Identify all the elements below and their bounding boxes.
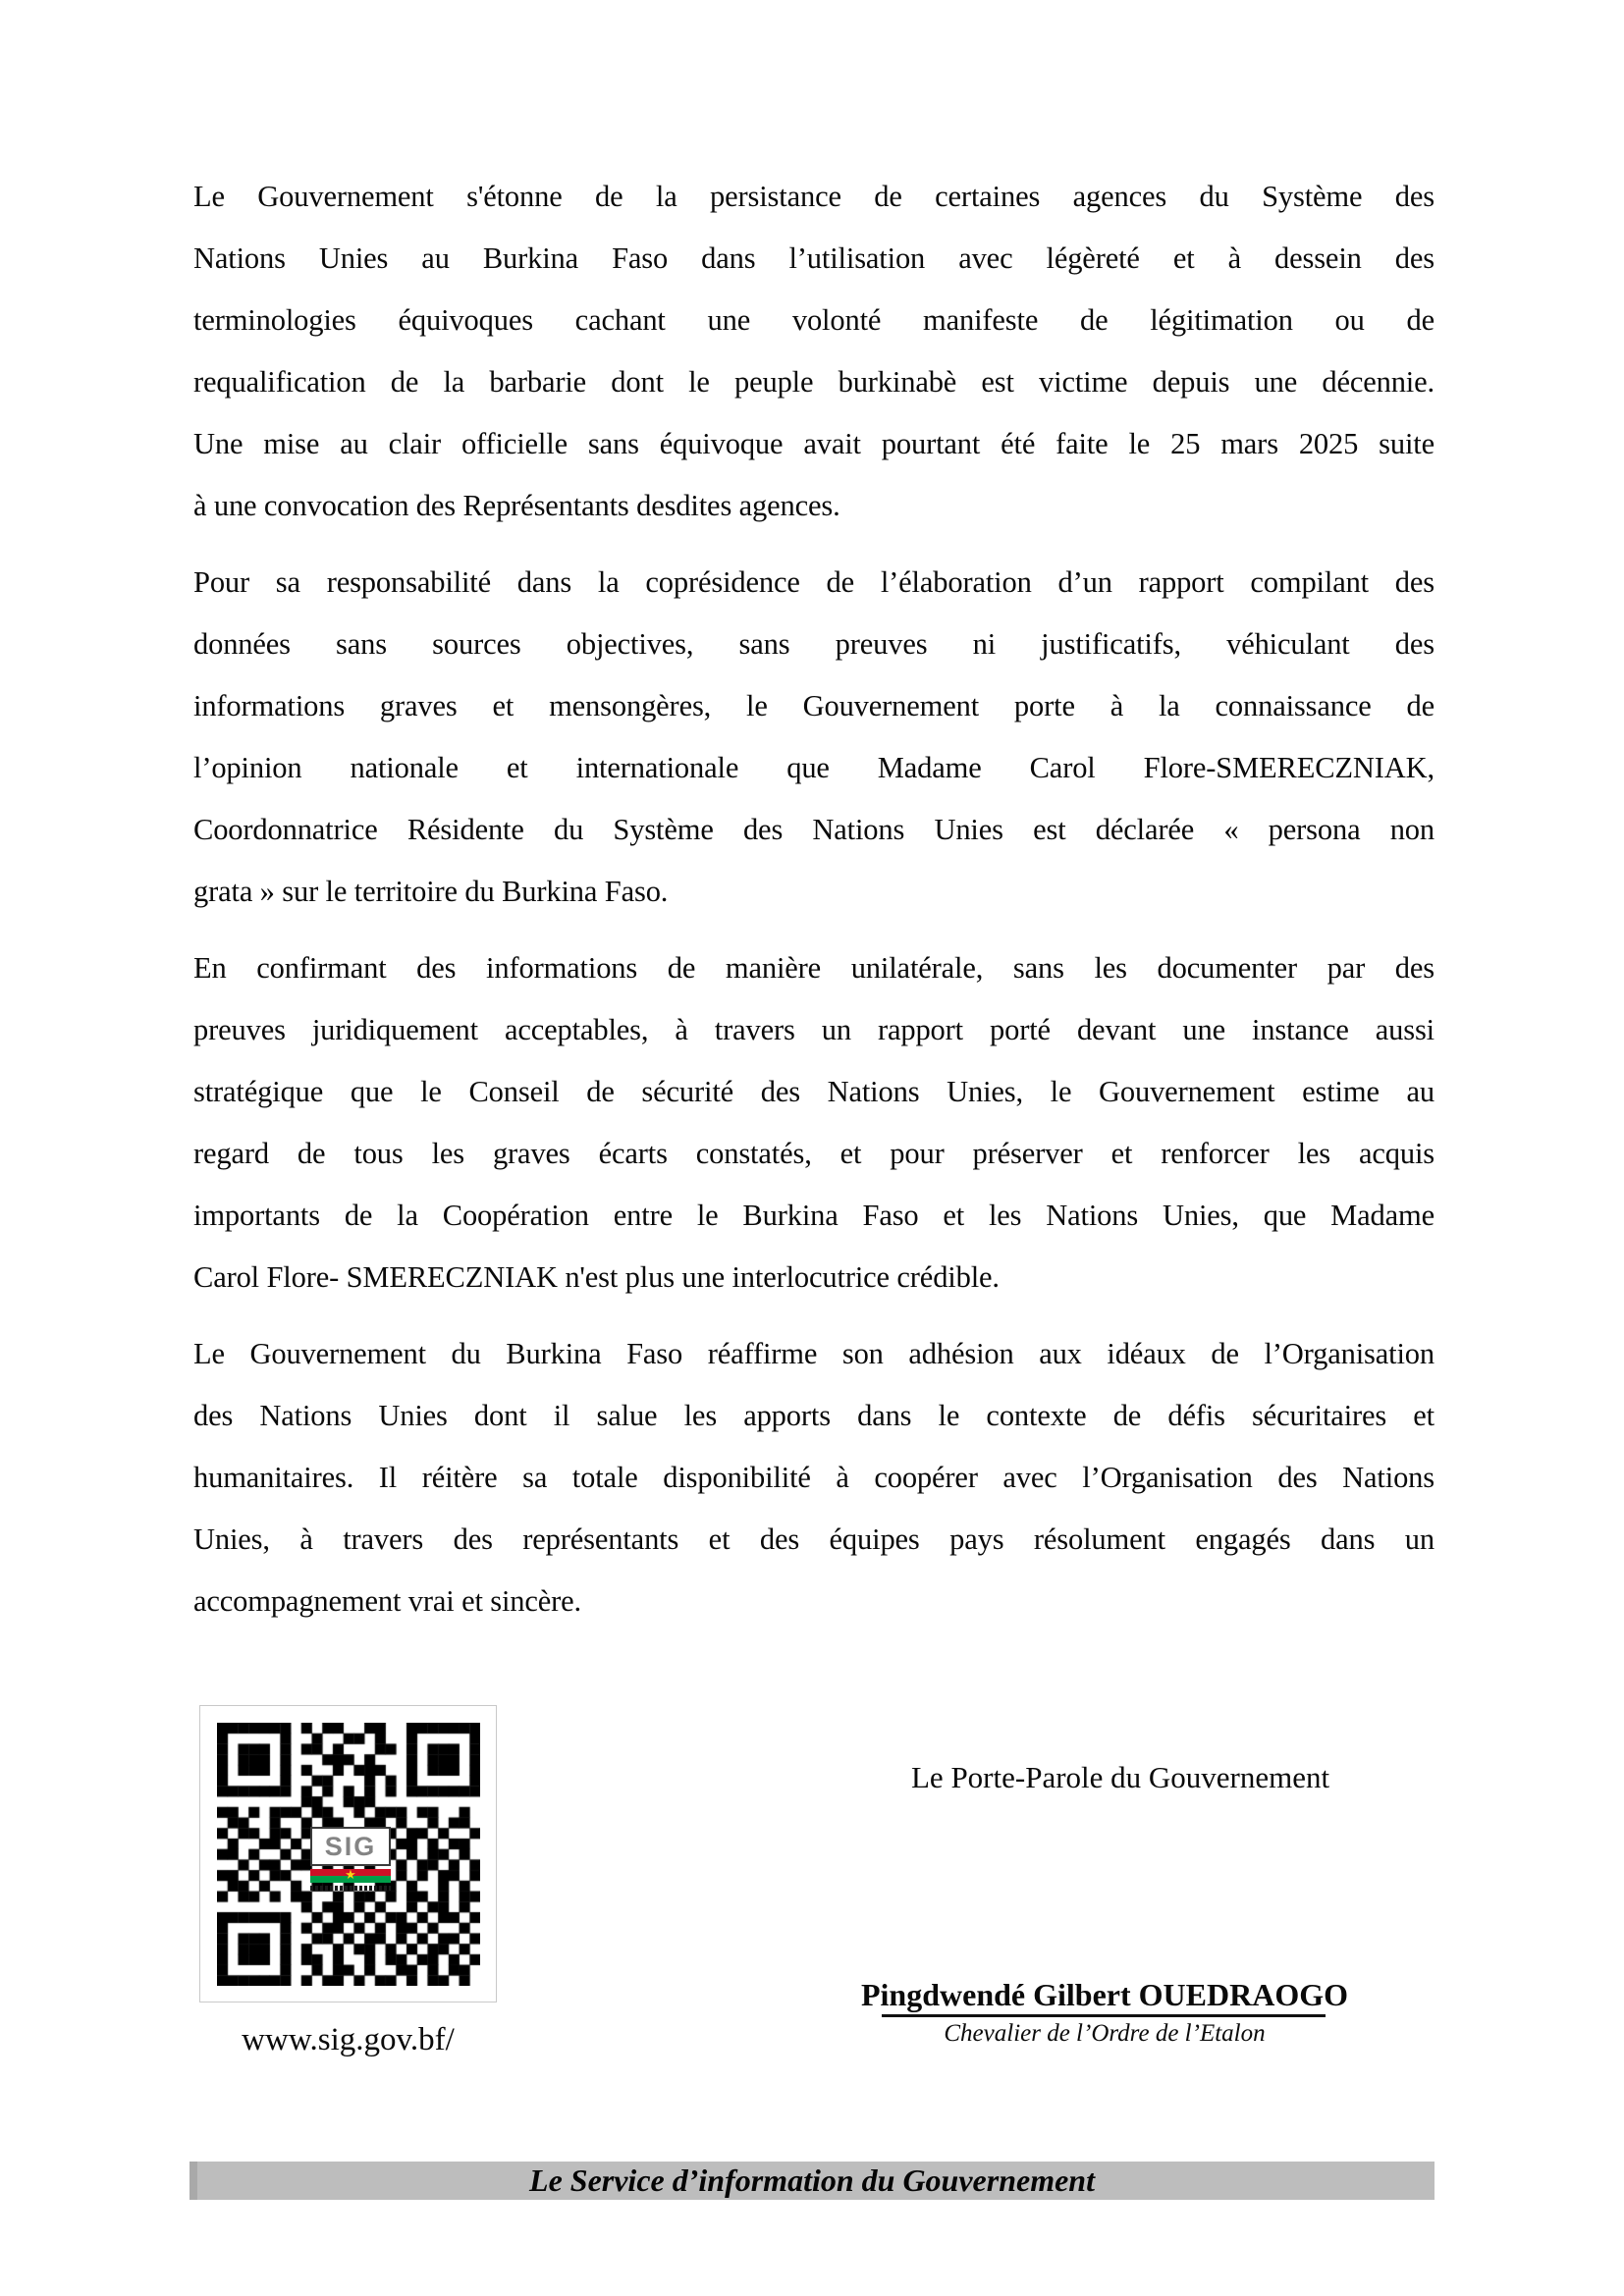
paragraph-line: l’opinion nationale et internationale que Madame Carol Flore-SMERECZNIAK, — [193, 751, 1435, 784]
sig-logo-text: SIG — [324, 1831, 377, 1861]
flag-star-icon: ★ — [345, 1867, 356, 1882]
paragraph — [193, 552, 1435, 923]
paragraph — [193, 1323, 1435, 1632]
footer-text: Le Service d’information du Gouvernement — [529, 2163, 1095, 2198]
sig-website-url: www.sig.gov.bf/ — [242, 2022, 455, 2057]
signatory-honor: Chevalier de l’Ordre de l’Etalon — [944, 2020, 1266, 2047]
burkina-faso-flag-icon — [310, 1869, 391, 1883]
paragraph-line: Le Gouvernement s'étonne de la persistance de certaines agences du Système des — [193, 180, 1435, 213]
document-paragraphs — [193, 166, 1435, 1647]
paragraph-line: Nations Unies au Burkina Faso dans l’utilisation avec légèreté et à dessein des — [193, 241, 1435, 275]
paragraph — [193, 166, 1435, 537]
paragraph-line: à une convocation des Représentants desdites agences. — [193, 489, 840, 522]
paragraph-line: Carol Flore- SMERECZNIAK n'est plus une interlocutrice crédible. — [193, 1260, 1000, 1294]
flag-microtext — [310, 1886, 391, 1891]
signature-underline — [882, 2014, 1326, 2017]
paragraph-line: grata » sur le territoire du Burkina Faso. — [193, 875, 669, 908]
signatory-name: Pingdwendé Gilbert OUEDRAOGO — [860, 1977, 1348, 2012]
paragraph-line: accompagnement vrai et sincère. — [193, 1584, 582, 1618]
paragraph-line: humanitaires. Il réitère sa totale disponibilité à coopérer avec l’Organisation des Nations — [193, 1461, 1435, 1494]
paragraph-line: Unies, à travers des représentants et des équipes pays résolument engagés dans un — [193, 1522, 1435, 1556]
paragraph-line: requalification de la barbarie dont le peuple burkinabè est victime depuis une décennie. — [193, 365, 1435, 399]
paragraph — [193, 937, 1435, 1308]
paragraph-line: importants de la Coopération entre le Burkina Faso et les Nations Unies, que Madame — [193, 1199, 1435, 1232]
paragraph-line: preuves juridiquement acceptables, à travers un rapport porté devant une instance aussi — [193, 1013, 1435, 1046]
sig-logo — [310, 1827, 391, 1866]
paragraph-line: des Nations Unies dont il salue les apports dans le contexte de défis sécuritaires et — [193, 1399, 1435, 1432]
paragraph-line: Le Gouvernement du Burkina Faso réaffirme son adhésion aux idéaux de l’Organisation — [193, 1337, 1435, 1370]
paragraph-line: Une mise au clair officielle sans équivoque avait pourtant été faite le 25 mars 2025 suite — [193, 427, 1435, 460]
paragraph-line: Pour sa responsabilité dans la coprésidence de l’élaboration d’un rapport compilant des — [193, 565, 1435, 599]
footer-bar — [189, 2162, 1435, 2200]
paragraph-line: En confirmant des informations de manière unilatérale, sans les documenter par des — [193, 951, 1435, 985]
paragraph-line: stratégique que le Conseil de sécurité des Nations Unies, le Gouvernement estime au — [193, 1075, 1435, 1108]
paragraph-line: Coordonnatrice Résidente du Système des Nations Unies est déclarée « persona non — [193, 813, 1435, 846]
qr-code — [199, 1705, 497, 2002]
paragraph-line: regard de tous les graves écarts constatés, et pour préserver et renforcer les acquis — [193, 1137, 1435, 1170]
paragraph-line: informations graves et mensongères, le Gouvernement porte à la connaissance de — [193, 689, 1435, 722]
paragraph-line: terminologies équivoques cachant une volonté manifeste de légitimation ou de — [193, 303, 1435, 337]
paragraph-line: données sans sources objectives, sans preuves ni justificatifs, véhiculant des — [193, 627, 1435, 661]
signatory-role: Le Porte-Parole du Gouvernement — [911, 1760, 1330, 1794]
